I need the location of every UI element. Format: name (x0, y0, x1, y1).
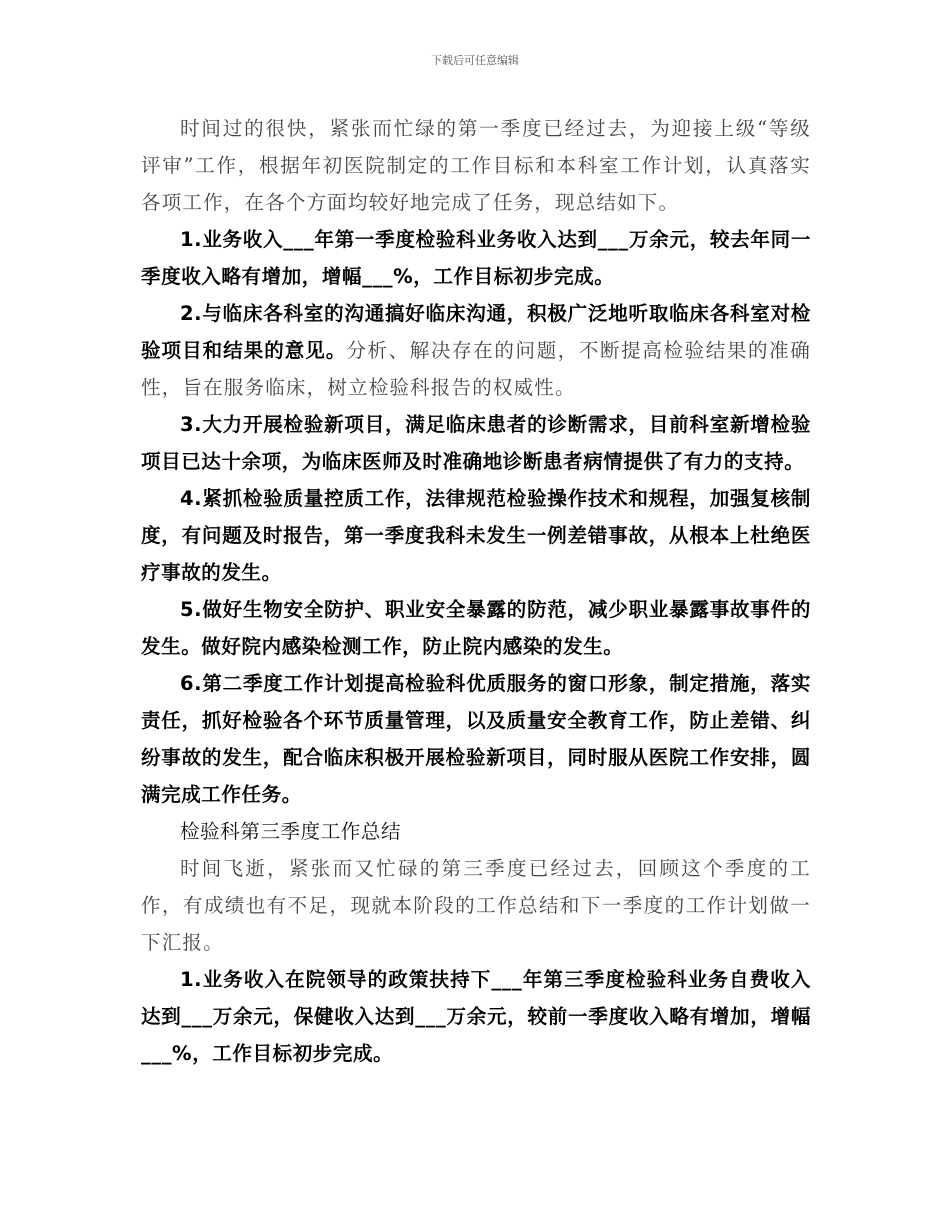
document-body (141, 110, 811, 1072)
item-5-paragraph: 5.做好生物安全防护、职业安全暴露的防范，减少职业暴露事故事件的发生。做好院内感染检测工作，防止院内感染的发生。 (141, 598, 811, 658)
item-2-light-text: 分析、解决存在的问题，不断提高检验结果的准确性，旨在服务临床，树立检验科报告的权威性。 (141, 339, 811, 399)
item-3-paragraph: 3.大力开展检验新项目，满足临床患者的诊断需求，目前科室新增检验项目已达十余项，为临床医师及时准确地诊断患者病情提供了有力的支持。 (141, 413, 811, 473)
item-1-paragraph: 1.业务收入___年第一季度检验科业务收入达到___万余元，较去年同一季度收入略有增加，增幅___%，工作目标初步完成。 (141, 228, 811, 288)
item-6-paragraph: 6.第二季度工作计划提高检验科优质服务的窗口形象，制定措施，落实责任，抓好检验各个环节质量管理，以及质量安全教育工作，防止差错、纠纷事故的发生，配合临床积极开展检验新项目，同时服从医院工作安排，圆满完成工作任务。 (141, 672, 811, 806)
item-2-bold-text: 2.与临床各科室的沟通搞好临床沟通，积极广泛地听取临床各科室对检验项目和结果的意见。 (141, 302, 811, 362)
intro-2-paragraph: 时间飞逝，紧张而又忙碌的第三季度已经过去，回顾这个季度的工作，有成绩也有不足，现就本阶段的工作总结和下一季度的工作计划做一下汇报。 (141, 857, 811, 954)
item-4-paragraph: 4.紧抓检验质量控质工作，法律规范检验操作技术和规程，加强复核制度，有问题及时报告，第一季度我科未发生一例差错事故，从根本上杜绝医疗事故的发生。 (141, 487, 811, 584)
intro-paragraph: 时间过的很快，紧张而忙绿的第一季度已经过去，为迎接上级“等级评审”工作，根据年初医院制定的工作目标和本科室工作计划，认真落实各项工作，在各个方面均较好地完成了任务，现总结如下。 (141, 117, 811, 214)
item-2-paragraph (141, 295, 811, 406)
item-7-paragraph: 1.业务收入在院领导的政策扶持下___年第三季度检验科业务自费收入达到___万余元，保健收入达到___万余元，较前一季度收入略有增加，增幅___%，工作目标初步完成。 (141, 968, 811, 1065)
header-note: 下载后可任意编辑 (431, 54, 519, 67)
section-title: 检验科第三季度工作总结 (180, 820, 402, 843)
